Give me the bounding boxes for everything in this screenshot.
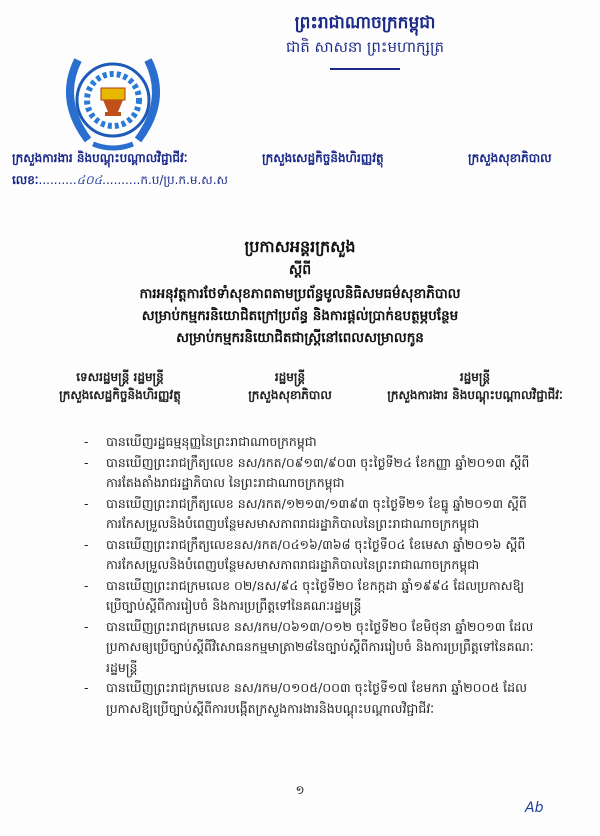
subject-line: សម្រាប់កម្មករនិយោជិតក្រៅប្រព័ន្ធ និងការផ្តល់ប្រាក់ឧបត្ថម្ភបន្ថែម xyxy=(141,308,459,324)
signatory-health xyxy=(225,368,355,404)
national-motto: ជាតិ សាសនា ព្រះមហាក្សត្រ xyxy=(285,38,445,56)
document-subject xyxy=(0,283,600,349)
list-item: - បានឃើញព្រះរាជក្រឹត្យលេខ នស/រកត/១២១៣/១៣៩៣ ចុះថ្ងៃទី២១ ខែធ្នូ ឆ្នាំ២០១៣ ស្តីពីការកែសម្រួលនិងបំពេញបន្ថែមសមាសភាពរាជរដ្ឋាភិបាលនៃព្រះរាជាណាចក្រកម្ពុជា xyxy=(84,494,534,535)
ministry-health: ក្រសួងសុខាភិបាល xyxy=(468,151,552,165)
list-item: - បានឃើញព្រះរាជក្រមលេខ ០២/នស/៩៤ ចុះថ្ងៃទី២០ ខែកក្កដា ឆ្នាំ១៩៩៤ ដែលប្រកាសឱ្យប្រើច្បាប់ស្តីពីការរៀបចំ និងការប្រព្រឹត្តទៅនៃគណៈរដ្ឋមន្ត្រី xyxy=(84,576,534,617)
preamble-list xyxy=(84,432,534,719)
page-number: ១ xyxy=(295,783,305,797)
subject-line: ការអនុវត្តការថែទាំសុខភាពតាមប្រព័ន្ធមូលនិធិសមធម៌សុខាភិបាល xyxy=(139,286,461,302)
reference-handwritten-number: ៤០៤ xyxy=(76,173,103,187)
ornament-divider xyxy=(330,68,400,70)
signatory-role: ទេសរដ្ឋមន្ត្រី រដ្ឋមន្ត្រី xyxy=(76,370,164,384)
list-item: - បានឃើញព្រះរាជក្រឹត្យលេខនស/រកត/០៤១៦/៣៦៨ ចុះថ្ងៃទី០៤ ខែមេសា ឆ្នាំ២០១៦ ស្តីពីការកែសម្រួលនិងបំពេញបន្ថែមសមាសភាពរាជរដ្ឋាភិបាលនៃព្រះរាជាណាចក្រកម្ពុជា xyxy=(84,535,534,576)
title-about: ស្តីពី xyxy=(288,262,312,278)
signatory-role: រដ្ឋមន្ត្រី xyxy=(459,370,491,384)
subject-line: សម្រាប់កម្មករនិយោជិតជាស្ត្រីនៅពេលសម្រាលកូន xyxy=(176,330,424,346)
handwritten-initials: Ab xyxy=(525,800,544,816)
signatory-ministry: ក្រសួងការងារ និងបណ្តុះបណ្តាលវិជ្ជាជីវៈ xyxy=(387,388,563,402)
reference-label: លេខៈ xyxy=(12,173,39,187)
signatory-ministry: ក្រសួងសេដ្ឋកិច្ចនិងហិរញ្ញវត្ថុ xyxy=(59,388,181,402)
list-item: - បានឃើញព្រះរាជក្រមលេខ នស/រកម/០១០៥/០០៣ ចុះថ្ងៃទី១៧ ខែមករា ឆ្នាំ២០០៥ ដែលប្រកាសឱ្យប្រើច្បាប់ស្តីពីការបង្កើតក្រសួងការងារនិងបណ្តុះបណ្តាលវិជ្ជាជីវៈ xyxy=(84,678,534,719)
reference-number: លេខៈ..........៤០៤..........ក.ប/ប្រ.ក.ម.ស.ស xyxy=(12,173,228,187)
document-title: ប្រកាសអន្តរក្រសួង xyxy=(244,237,356,256)
ministry-economy-finance: ក្រសួងសេដ្ឋកិច្ចនិងហិរញ្ញវត្ថុ xyxy=(262,151,384,165)
signatory-role: រដ្ឋមន្ត្រី xyxy=(274,370,306,384)
list-item: - បានឃើញព្រះរាជក្រមលេខ នស/រកម/០៦១៣/០១២ ចុះថ្ងៃទី២០ ខែមិថុនា ឆ្នាំ២០១៣ ដែលប្រកាសឲ្យប្រើច្បាប់ស្តីពីវិសោធនកម្មមាត្រា២៨នៃច្បាប់ស្តីពីការរៀបចំ និងការប្រព្រឹត្តទៅនៃគណៈរដ្ឋមន្ត្រី xyxy=(84,617,534,679)
list-item: - បានឃើញរដ្ឋធម្មនុញ្ញនៃព្រះរាជាណាចក្រកម្ពុជា xyxy=(84,432,534,453)
signatory-finance xyxy=(20,368,220,404)
list-item: - បានឃើញព្រះរាជក្រឹត្យលេខ នស/រកត/០៩១៣/៩០៣ ចុះថ្ងៃទី២៤ ខែកញ្ញា ឆ្នាំ២០១៣ ស្តីពីការតែងតាំងរាជរដ្ឋាភិបាល នៃព្រះរាជាណាចក្រកម្ពុជា xyxy=(84,453,534,494)
signatory-labour xyxy=(360,368,590,404)
ministry-logo xyxy=(58,40,168,155)
kingdom-heading: ព្រះរាជាណាចក្រកម្ពុជា xyxy=(294,13,436,33)
ministry-labour: ក្រសួងការងារ និងបណ្តុះបណ្តាលវិជ្ជាជីវៈ xyxy=(12,151,188,165)
reference-suffix: ក.ប/ប្រ.ក.ម.ស.ស xyxy=(140,173,228,187)
signatory-ministry: ក្រសួងសុខាភិបាល xyxy=(248,388,332,402)
